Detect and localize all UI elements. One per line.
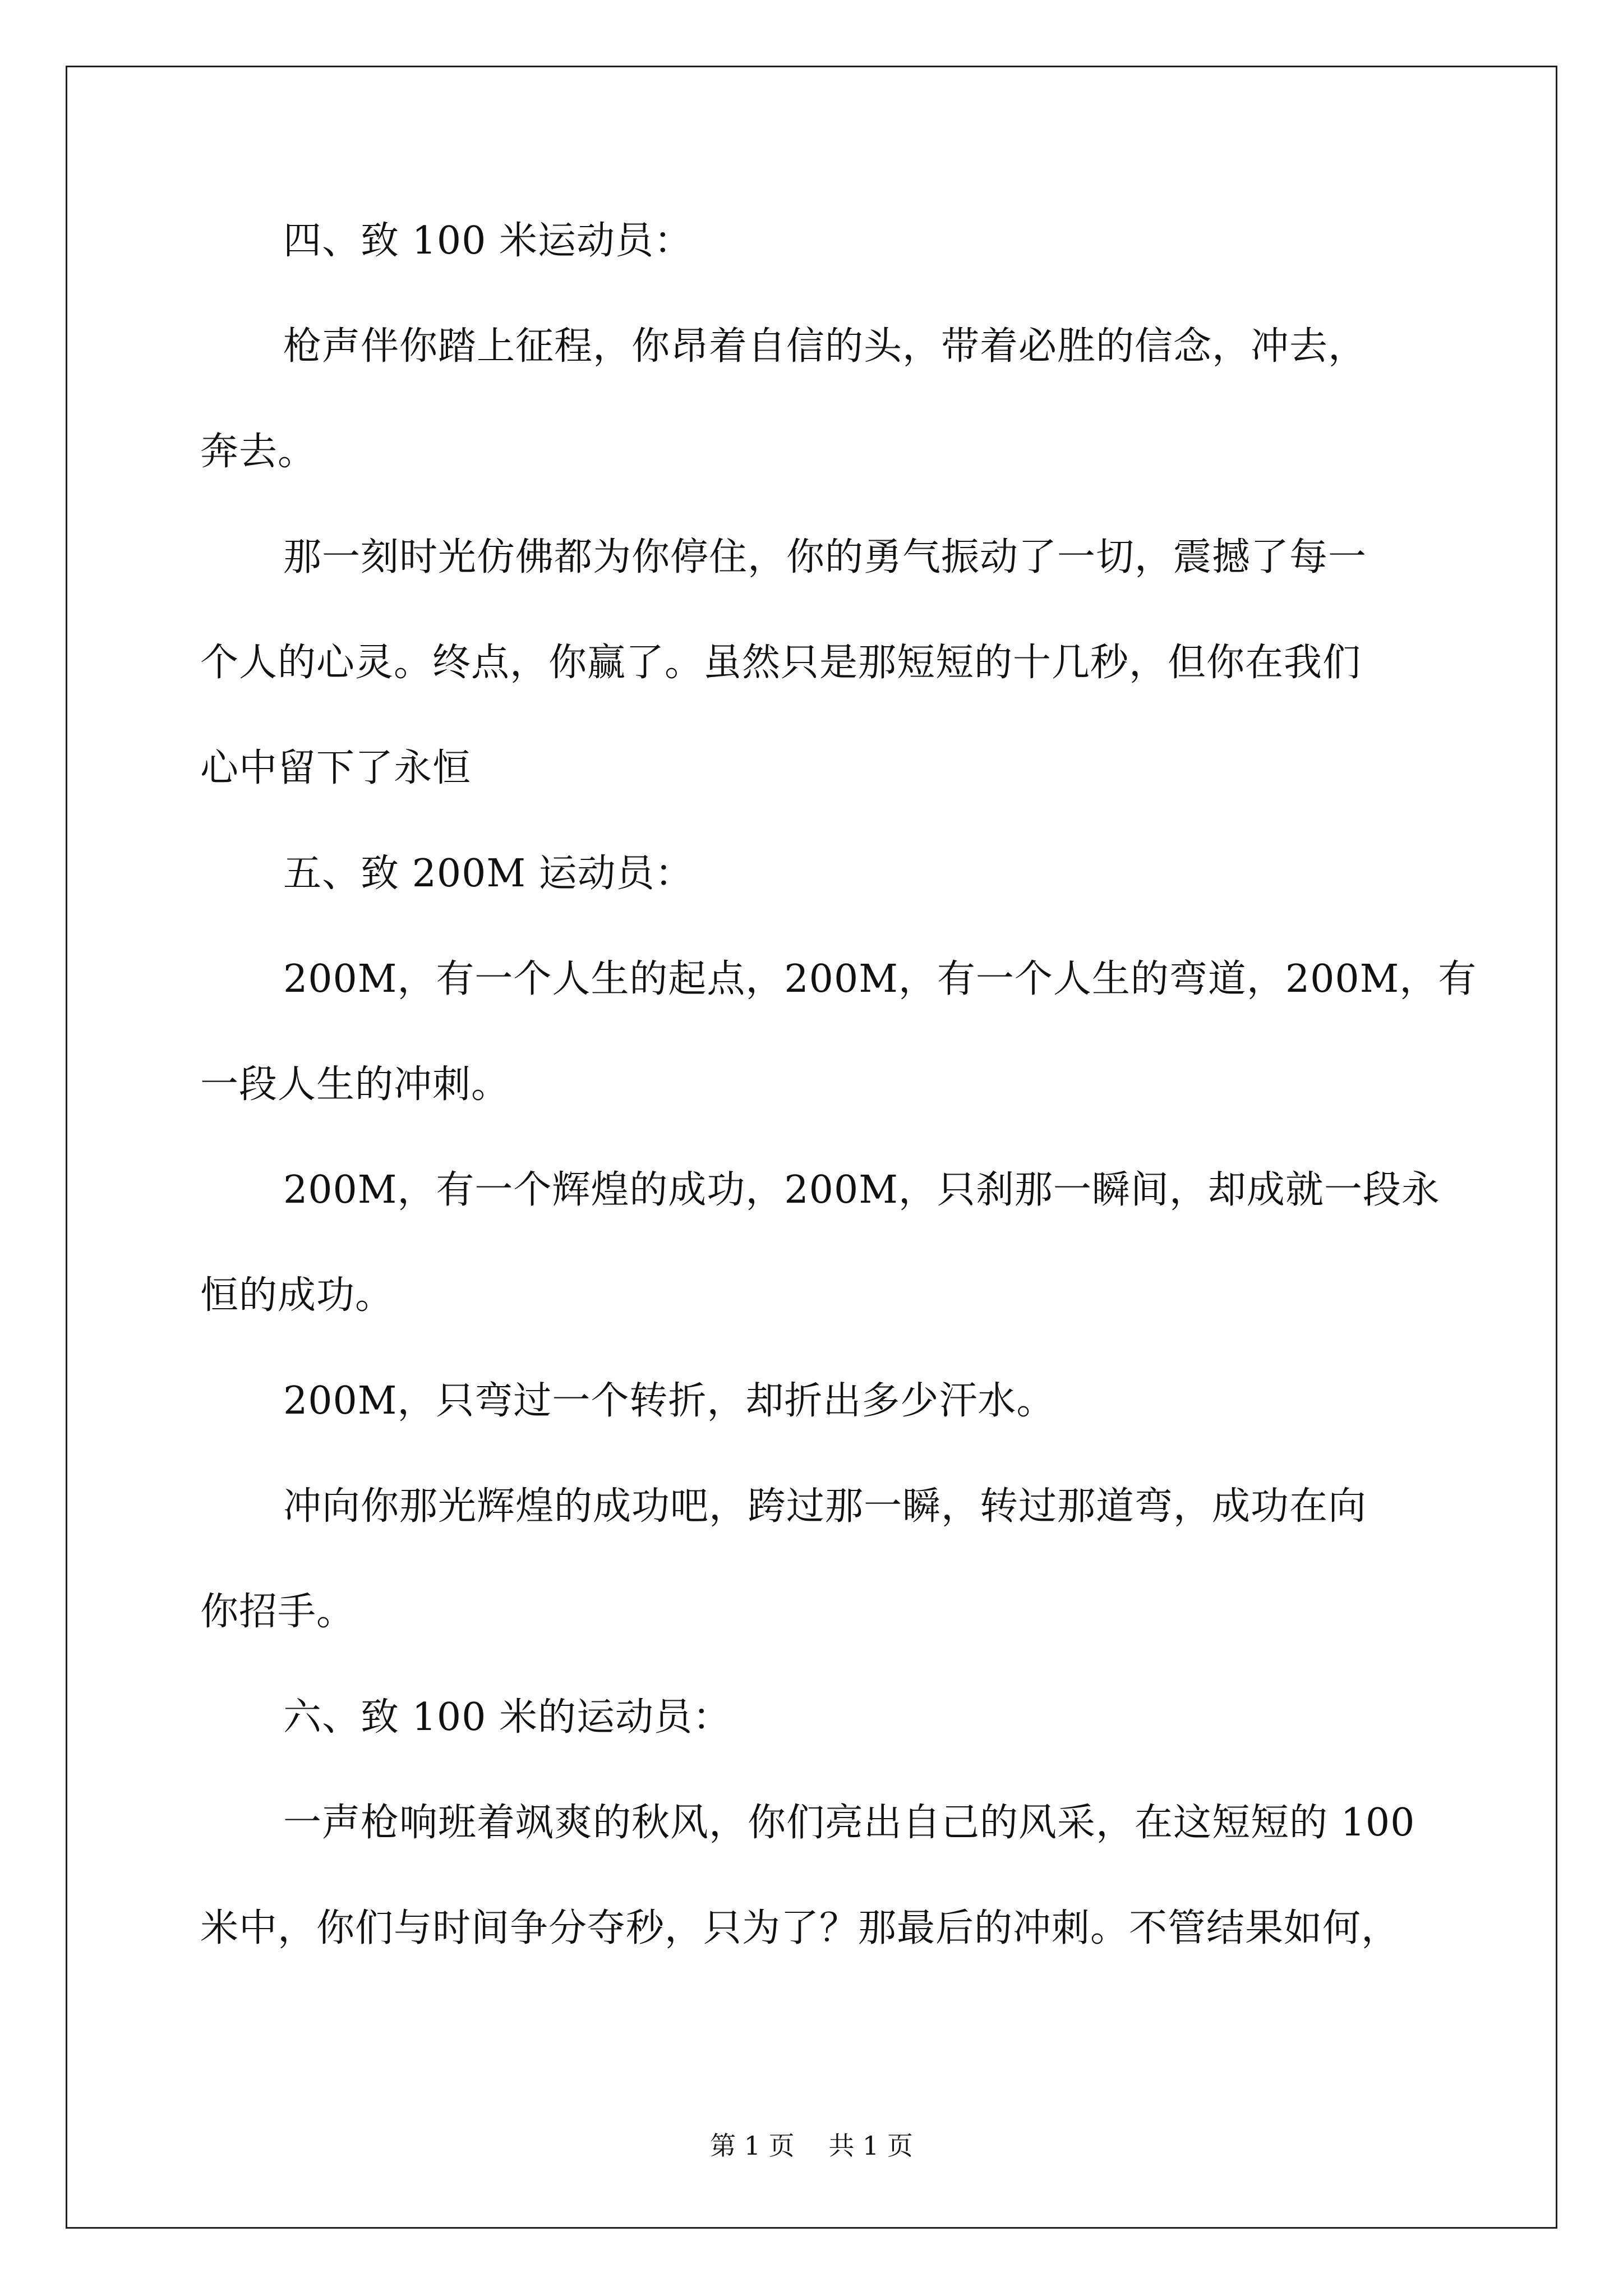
- paragraph-line: 200M，有一个辉煌的成功，200M，只刹那一瞬间，却成就一段永: [283, 1168, 1440, 1212]
- paragraph-line: 那一刻时光仿佛都为你停住，你的勇气振动了一切，震撼了每一: [283, 535, 1367, 579]
- section-heading-5: 五、致 200M 运动员：: [283, 852, 694, 896]
- paragraph-line: 一声枪响班着飒爽的秋风，你们亮出自己的风采，在这短短的 100: [283, 1801, 1415, 1845]
- paragraph-line: 恒的成功。: [200, 1273, 394, 1318]
- paragraph-line: 200M，只弯过一个转折，却折出多少汗水。: [283, 1379, 1055, 1423]
- paragraph-line: 米中，你们与时间争分夺秒，只为了？那最后的冲刺。不管结果如何，: [200, 1906, 1400, 1950]
- paragraph-line: 心中留下了永恒: [200, 746, 472, 790]
- paragraph-line: 200M，有一个人生的起点，200M，有一个人生的弯道，200M，有: [283, 957, 1477, 1001]
- paragraph-line: 奔去。: [200, 430, 317, 474]
- paragraph-line: 枪声伴你踏上征程，你昂着自信的头，带着必胜的信念，冲去，: [283, 324, 1367, 369]
- paragraph-line: 一段人生的冲刺。: [200, 1062, 510, 1107]
- page-footer: [0, 2129, 1623, 2162]
- section-heading-6: 六、致 100 米的运动员：: [283, 1695, 732, 1740]
- paragraph-line: 冲向你那光辉煌的成功吧，跨过那一瞬，转过那道弯，成功在向: [283, 1484, 1367, 1529]
- paragraph-line: 你招手。: [200, 1590, 356, 1634]
- page-number: 第 1 页: [710, 2131, 795, 2161]
- paragraph-line: 个人的心灵。终点，你赢了。虽然只是那短短的十几秒，但你在我们: [200, 641, 1362, 685]
- page-total: 共 1 页: [828, 2131, 913, 2161]
- section-heading-4: 四、致 100 米运动员：: [283, 219, 693, 263]
